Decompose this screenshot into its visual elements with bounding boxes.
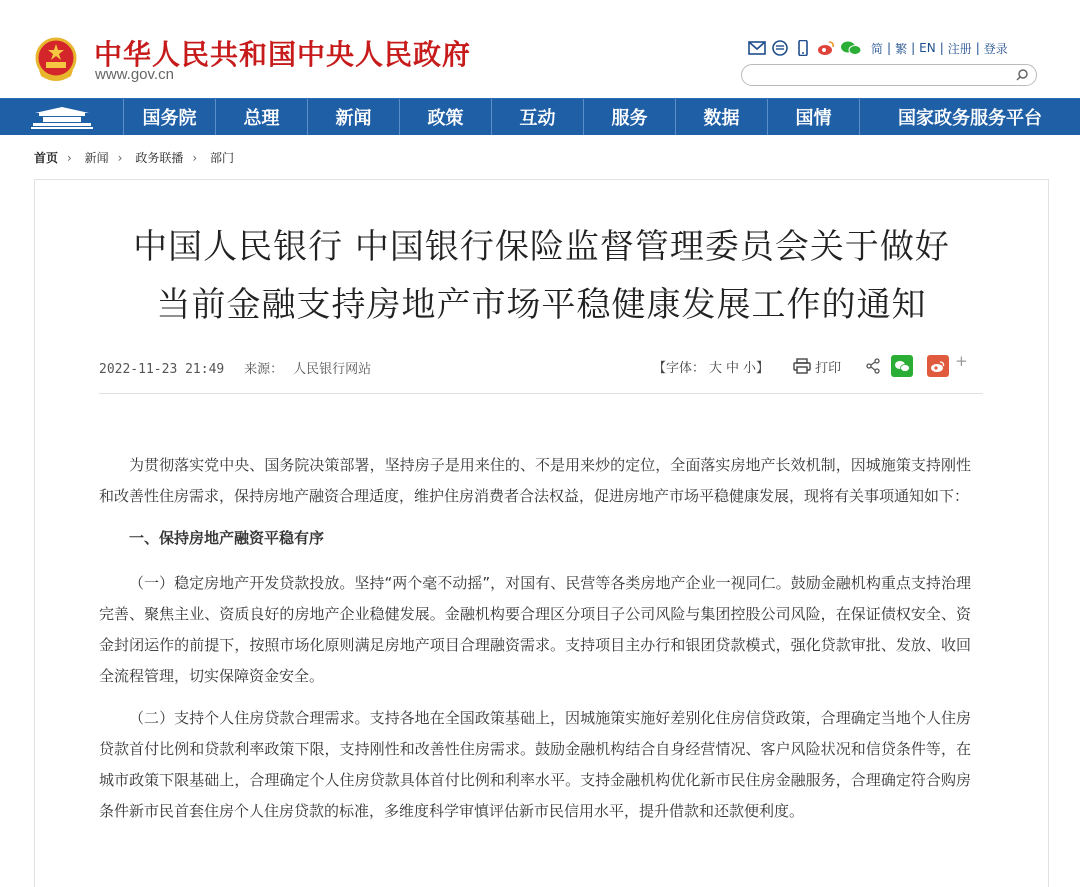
share-wechat-button[interactable] [891, 355, 913, 377]
paragraph: （二）支持个人住房贷款合理需求。支持各地在全国政策基础上，因城施策实施好差别化住房信贷政策，合理确定当地个人住房贷款首付比例和贷款利率政策下限，支持刚性和改善性住房需求。鼓励金融机构结合自身经营情况、客户风险状况和信贷条件等，在城市政策下限基础上，合理确定个人住房贷款具体首付比例和利率水平。支持金融机构优化新市民住房金融服务，合理确定符合购房条件新市民首套住房个人住房贷款的标准，多维度科学审慎评估新市民信用水平，提升借款和还款便利度。 [99, 709, 971, 820]
nav-item-state-council[interactable]: 国务院 [124, 99, 216, 135]
nav-item-gov-service-platform[interactable]: 国家政务服务平台 [898, 108, 1042, 129]
source-name: 人民银行网站 [293, 362, 372, 377]
mail-icon[interactable] [748, 40, 766, 56]
nav-item-interaction[interactable]: 互动 [492, 99, 584, 135]
article-container [34, 179, 1049, 887]
weibo-icon [930, 360, 946, 373]
national-emblem-icon[interactable] [33, 36, 79, 84]
font-size-label: 【字体： [653, 360, 706, 376]
wechat-icon[interactable] [840, 40, 862, 56]
nav-item-news[interactable]: 新闻 [308, 99, 400, 135]
source-label: 来源： [244, 362, 284, 377]
lang-traditional-link[interactable]: 繁 [895, 41, 908, 56]
lang-english-link[interactable]: EN [919, 41, 936, 55]
article-body [99, 450, 971, 838]
mobile-icon[interactable] [794, 40, 812, 56]
breadcrumb-gov-broadcast[interactable]: 政务联播 [135, 151, 184, 165]
divider [99, 393, 983, 394]
article-title-line-1: 中国人民银行 中国银行保险监督管理委员会关于做好 [133, 227, 950, 267]
article-tools [651, 352, 968, 380]
weibo-icon[interactable] [817, 40, 835, 56]
wechat-icon [894, 360, 910, 373]
chevron-right-icon: › [67, 151, 72, 165]
chevron-right-icon: › [117, 151, 123, 165]
site-header [0, 0, 1080, 98]
paragraph: （一）稳定房地产开发贷款投放。坚持“两个毫不动摇”，对国有、民营等各类房地产企业一视同仁。鼓励金融机构重点支持治理完善、聚焦主业、资质良好的房地产企业稳健发展。金融机构要合理区分项目子公司风险与集团控股公司风险，在保证债权安全、资金封闭运作的前提下，按照市场化原则满足房地产项目合理融资需求。支持项目主办行和银团贷款模式，强化贷款审批、发放、收回全流程管理，切实保障资金安全。 [99, 574, 971, 685]
breadcrumb-news[interactable]: 新闻 [84, 151, 109, 165]
share-icon[interactable] [865, 358, 881, 374]
header-tools: 简 | 繁 | EN | 注册 | 登录 [748, 38, 1012, 58]
lang-simplified-link[interactable]: 简 [871, 41, 884, 56]
site-title[interactable]: 中华人民共和国中央人民政府 [94, 38, 472, 71]
tiananmen-icon [31, 104, 93, 130]
section-heading: 一、保持房地产融资平稳有序 [129, 529, 325, 547]
search-input[interactable] [741, 64, 1037, 86]
message-icon[interactable] [771, 40, 789, 56]
nav-home[interactable] [0, 99, 124, 135]
nav-item-premier[interactable]: 总理 [216, 99, 308, 135]
search-icon[interactable] [1014, 67, 1030, 83]
paragraph: 为贯彻落实党中央、国务院决策部署，坚持房子是用来住的、不是用来炒的定位，全面落实房地产长效机制，因城施策支持刚性和改善性住房需求，保持房地产融资合理适度，维护住房消费者合法权益，促进房地产市场平稳健康发展，现将有关事项通知如下： [99, 456, 971, 505]
nav-item-services[interactable]: 服务 [584, 99, 676, 135]
print-button[interactable] [793, 357, 841, 376]
main-nav [0, 98, 1080, 135]
font-size-medium-button[interactable]: 中 [726, 360, 740, 376]
article-title-line-2: 当前金融支持房地产市场平稳健康发展工作的通知 [156, 285, 927, 325]
register-link[interactable]: 注册 [947, 41, 972, 56]
printer-icon [793, 358, 811, 374]
article-title [35, 218, 1048, 334]
site-domain: www.gov.cn [95, 66, 174, 83]
share-more-button[interactable]: + [955, 352, 968, 370]
login-link[interactable]: 登录 [983, 41, 1008, 56]
font-size-large-button[interactable]: 大 [709, 360, 723, 376]
share-weibo-button[interactable] [927, 355, 949, 377]
breadcrumb-home[interactable]: 首页 [34, 151, 59, 165]
nav-item-national-info[interactable]: 国情 [768, 99, 860, 135]
breadcrumb-departments[interactable]: 部门 [209, 151, 234, 165]
print-label: 打印 [815, 360, 842, 376]
article-meta [99, 358, 371, 377]
font-size-small-button[interactable]: 小】 [743, 360, 770, 376]
chevron-right-icon: › [192, 151, 198, 165]
font-size-controls [651, 357, 771, 376]
publish-date: 2022-11-23 21:49 [99, 362, 225, 377]
breadcrumb [34, 149, 234, 166]
nav-item-policy[interactable]: 政策 [400, 99, 492, 135]
nav-item-data[interactable]: 数据 [676, 99, 768, 135]
